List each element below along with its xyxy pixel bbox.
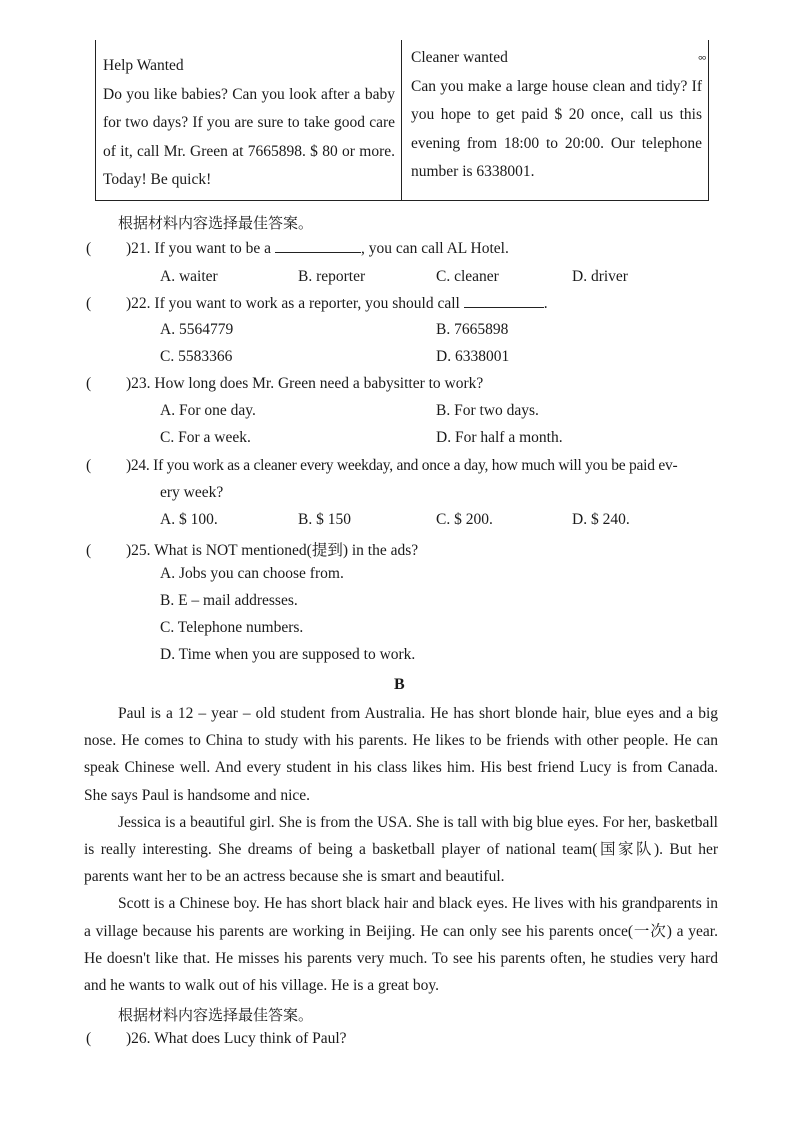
answer-paren[interactable]: ( (86, 457, 92, 474)
ad-help-wanted-title: Help Wanted (103, 57, 184, 74)
ad-help-wanted (96, 40, 402, 200)
question-21-text-a: )21. If you want to be a (126, 240, 275, 257)
instruction-b: 根据材料内容选择最佳答案。 (118, 1006, 314, 1024)
answer-paren[interactable]: ( (86, 240, 92, 257)
question-22-text-b: . (543, 295, 548, 312)
option-21-a: A. waiter (160, 268, 218, 285)
question-24 (86, 457, 677, 475)
ads-box (95, 40, 709, 201)
question-23 (86, 375, 483, 393)
section-heading-b: B (394, 676, 405, 693)
cut-line-icon: °° (698, 53, 706, 67)
option-22-c: C. 5583366 (160, 348, 233, 365)
option-21-c: C. cleaner (436, 268, 499, 285)
question-23-text: )23. How long does Mr. Green need a babysitter to work? (126, 375, 484, 392)
option-25-c: C. Telephone numbers. (160, 619, 304, 636)
option-25-d: D. Time when you are supposed to work. (160, 646, 416, 663)
answer-paren[interactable]: ( (86, 542, 92, 559)
answer-blank[interactable] (275, 252, 361, 253)
question-24-text-line1: )24. If you work as a cleaner every weekday, and once a day, how much will you be paid ev- (126, 457, 678, 474)
question-21 (86, 240, 509, 258)
option-23-a: A. For one day. (160, 402, 256, 419)
answer-paren[interactable]: ( (86, 375, 92, 392)
option-22-a: A. 5564779 (160, 321, 234, 338)
option-23-d: D. For half a month. (436, 429, 563, 446)
question-25-text: )25. What is NOT mentioned(提到) in the ads? (126, 542, 419, 559)
option-23-b: B. For two days. (436, 402, 539, 419)
option-25-b: B. E – mail addresses. (160, 592, 298, 609)
option-22-b: B. 7665898 (436, 321, 509, 338)
option-21-b: B. reporter (298, 268, 366, 285)
option-23-c: C. For a week. (160, 429, 251, 446)
ad-cleaner-wanted-title: Cleaner wanted (411, 49, 508, 66)
option-25-a: A. Jobs you can choose from. (160, 565, 344, 582)
reading-passage (84, 700, 718, 999)
ad-help-wanted-body: Do you like babies? Can you look after a baby for two days? If you are sure to take good care of it, call Mr. Green at 7665898. $ 80 or more. Today! Be quick! (103, 85, 395, 188)
passage-paragraph-3: Scott is a Chinese boy. He has short black hair and black eyes. He lives with his grandparents in a village because his parents are working in Beijing. He can only see his parents once(一次) a year. He doesn't like that. He misses his parents very much. To see his parents often, he studies very hard and he wants to walk out of his village. He is a great boy. (84, 895, 718, 995)
option-24-c: C. $ 200. (436, 511, 493, 528)
passage-paragraph-2: Jessica is a beautiful girl. She is from the USA. She is tall with big blue eyes. For her, basketball is really interesting. She dreams of being a basketball player of national team(国家队). But her parents want her to be an actress because she is smart and beautiful. (84, 813, 718, 886)
question-26 (86, 1030, 347, 1048)
ad-cleaner-wanted-body: Can you make a large house clean and tidy? If you hope to get paid $ 20 once, call us this evening from 18:00 to 20:00. Our telephone number is 6338001. (411, 77, 702, 180)
option-24-a: A. $ 100. (160, 511, 218, 528)
answer-blank[interactable] (464, 307, 544, 308)
question-22-text-a: )22. If you want to work as a reporter, you should call (126, 295, 464, 312)
answer-paren[interactable]: ( (86, 295, 92, 312)
passage-paragraph-1: Paul is a 12 – year – old student from Australia. He has short blonde hair, blue eyes and a big nose. He comes to China to study with his parents. He likes to be friends with other people. He can speak Chinese well. And every student in his class likes him. His best friend Lucy is from Canada. She says Paul is handsome and nice. (84, 705, 718, 804)
option-24-b: B. $ 150 (298, 511, 351, 528)
option-24-d: D. $ 240. (572, 511, 630, 528)
option-21-d: D. driver (572, 268, 628, 285)
instruction-a: 根据材料内容选择最佳答案。 (118, 214, 314, 232)
question-24-text-line2: ery week? (160, 484, 224, 501)
question-25 (86, 538, 418, 560)
answer-paren[interactable]: ( (86, 1030, 92, 1047)
ad-cleaner-wanted (402, 40, 708, 200)
option-22-d: D. 6338001 (436, 348, 510, 365)
question-22 (86, 295, 548, 313)
question-26-text: )26. What does Lucy think of Paul? (126, 1030, 347, 1047)
question-21-text-b: , you can call AL Hotel. (360, 240, 509, 257)
